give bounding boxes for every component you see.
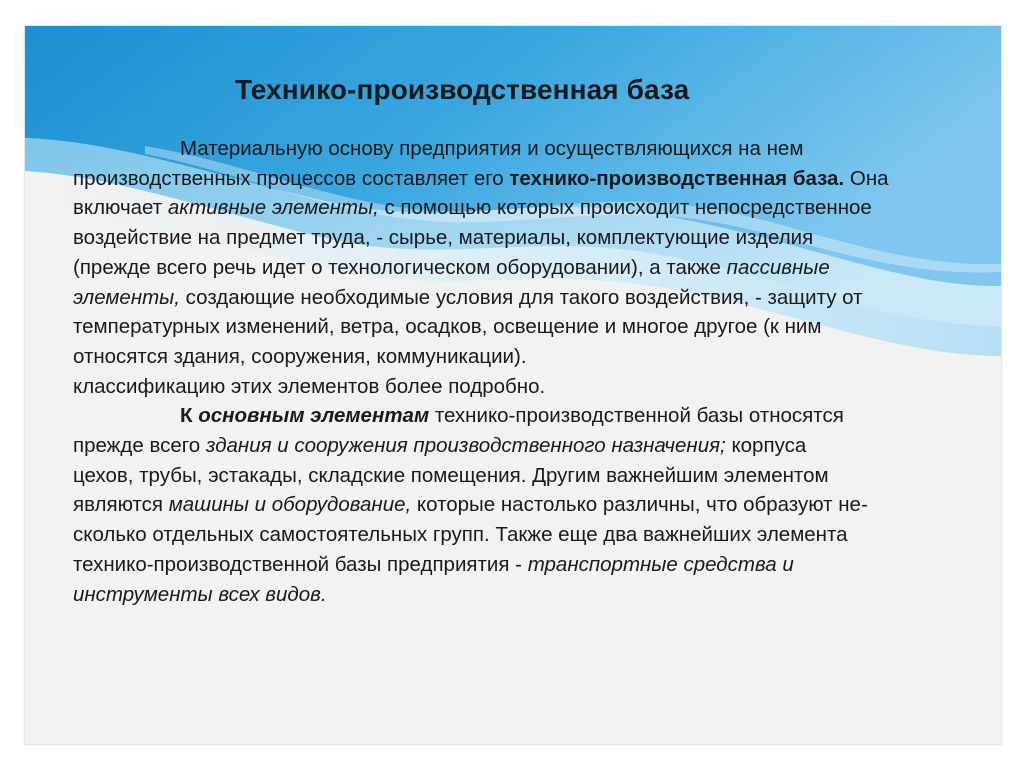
text: прежде всего xyxy=(73,434,206,458)
text: технико-производственной базы предприятия - xyxy=(73,552,528,576)
slide xyxy=(24,25,1002,745)
text: Она xyxy=(844,166,889,190)
italic-term: инструменты всех видов. xyxy=(73,582,327,606)
slide-body xyxy=(73,134,1002,609)
text: цехов, трубы, эстакады, складские помещения. Другим важнейшим элементом xyxy=(73,463,829,487)
classification-line: классификацию этих элементов более подробно. xyxy=(73,374,546,398)
text: сколько отдельных самостоятельных групп. Также еще два важнейших элемента xyxy=(73,523,848,547)
italic-term: пассивные xyxy=(726,255,830,279)
paragraph-1 xyxy=(73,134,1002,372)
text: корпуса xyxy=(725,434,807,458)
italic-term: здания и сооружения производственного назначения; xyxy=(205,434,726,458)
text: которые настолько различны, что образуют не- xyxy=(411,493,868,517)
text: производственных процессов составляет его xyxy=(73,166,510,190)
italic-term: транспортные средства и xyxy=(527,552,794,576)
text: с помощью которых происходит непосредственное xyxy=(378,196,872,220)
text: относятся здания, сооружения, коммуникации). xyxy=(73,344,527,368)
text: включает xyxy=(73,196,168,220)
text: воздействие на предмет труда, - сырье, материалы, комплектующие изделия xyxy=(73,226,814,250)
text: технико-производственной базы относятся xyxy=(429,404,844,428)
text: температурных изменений, ветра, осадков, освещение и многое другое (к ним xyxy=(73,315,822,339)
italic-term: элементы, xyxy=(73,285,180,309)
text: являются xyxy=(73,493,169,517)
italic-term: машины и оборудование, xyxy=(168,493,412,517)
slide-title: Технико-производственная база xyxy=(235,74,690,105)
text: (прежде всего речь идет о технологическом оборудовании), а также xyxy=(73,255,727,279)
bold-term: технико-производственная база. xyxy=(509,166,845,190)
text: Материальную основу предприятия и осуществляющихся на нем xyxy=(180,137,804,160)
bold-italic-term: основным элементам xyxy=(198,404,430,428)
paragraph-2 xyxy=(73,401,1002,609)
text: создающие необходимые условия для такого воздействия, - защиту от xyxy=(179,285,863,309)
bold-term: К xyxy=(180,404,199,428)
italic-term: активные элементы, xyxy=(167,196,379,220)
